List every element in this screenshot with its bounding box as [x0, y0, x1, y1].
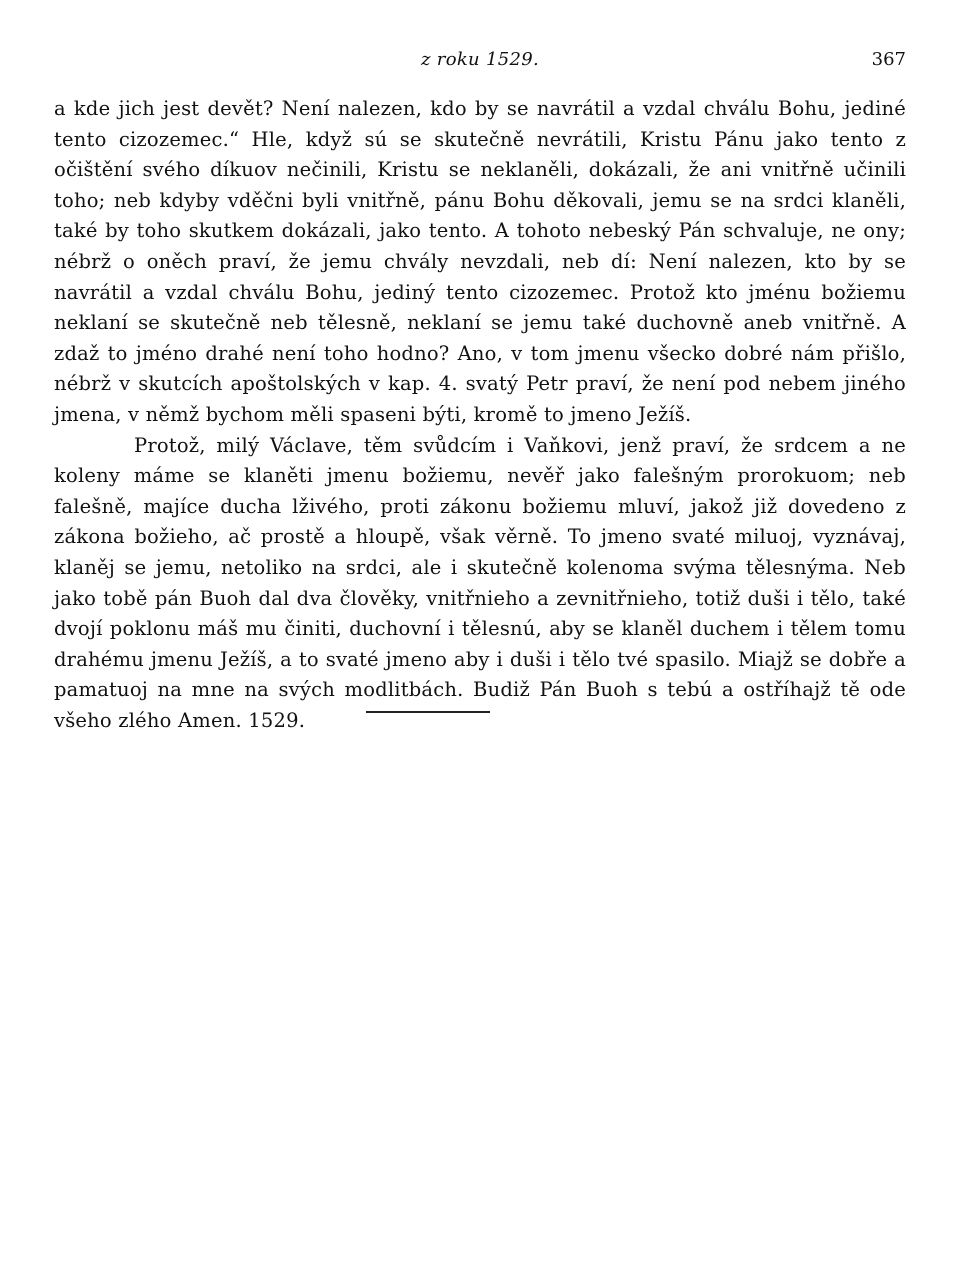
document-page — [54, 0, 906, 1280]
page-number: 367 — [871, 49, 906, 70]
body-text — [54, 94, 906, 736]
running-title: z roku 1529. — [421, 49, 539, 70]
paragraph-2: Protož, milý Václave, těm svůdcím i Vaňkovi, jenž praví, že srdcem a ne koleny máme se klaněti jmenu božiemu, nevěř jako falešným prorokuom; neb falešně, majíce ducha lživého, proti zákonu božiemu mluví, jakož již dovedeno z zákona božieho, ač prostě a hloupě, však věrně. To jmeno svaté miluoj, vyznávaj, klaněj se jemu, netoliko na srdci, ale i skutečně kolenoma svýma tělesnýma. Neb jako tobě pán Buoh dal dva člověky, vnitřnieho a zevnitřnieho, totiž duši i tělo, také dvojí poklonu máš mu činiti, duchovní i tělesnú, aby se klaněl duchem i tělem tomu drahému jmenu Ježíš, a to svaté jmeno aby i duši i tělo tvé spasilo. Miajž se dobře a pamatuoj na mne na svých modlitbách. Budiž Pán Buoh s tebú a ostříhajž tě ode všeho zlého Amen. 1529. — [54, 433, 906, 732]
paragraph-1: a kde jich jest devět? Není nalezen, kdo by se navrátil a vzdal chválu Bohu, jediné tento cizozemec.“ Hle, když sú se skutečně nevrátili, Kristu Pánu jako tento z očištění svého díkuov nečinili, Kristu se neklaněli, dokázali, že ani vnitřně učinili toho; neb kdyby vděčni byli vnitřně, pánu Bohu děkovali, jemu se na srdci klaněli, také by toho skutkem dokázali, jako tento. A tohoto nebeský Pán schvaluje, ne ony; nébrž o oněch praví, že jemu chvály nevzdali, neb dí: Není nalezen, kto by se navrátil a vzdal chválu Bohu, jediný tento cizozemec. Protož kto jménu božiemu neklaní se skutečně neb tělesně, neklaní se jemu také duchovně aneb vnitřně. A zdaž to jméno drahé není toho hodno? Ano, v tom jmenu všecko dobré nám přišlo, nébrž v skutcích apoštolských v kap. 4. svatý Petr praví, že není pod nebem jiného jmena, v němž bychom měli spaseni býti, kromě to jmeno Ježíš. — [54, 97, 906, 426]
section-end-rule — [366, 711, 490, 713]
running-header — [54, 46, 906, 74]
